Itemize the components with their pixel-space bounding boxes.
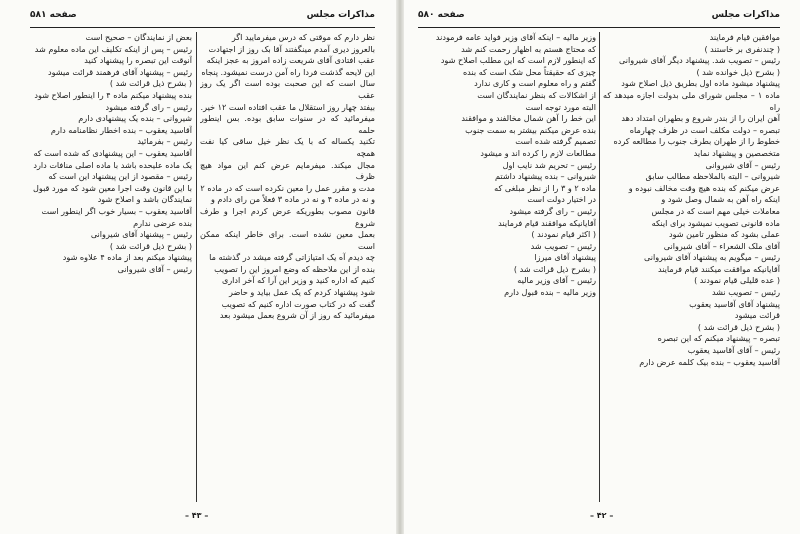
text-line: ماده ۱ – مجلس شورای ملی بدولت اجازه میدهد که راه: [603, 89, 780, 112]
text-line: آقاسید یعقوب – بنده اخطار نظامنامه دارم: [50, 124, 192, 135]
text-line: آقاسید یعقوب – بنده بیک کلمه عرض دارم: [639, 356, 780, 367]
text-line: اینکه راه آهن به شمال وصل شود و: [661, 194, 780, 205]
text-line: رئیس – پس از اینکه تکلیف این ماده معلوم شد: [34, 43, 192, 54]
text-line: رئیس – آقای شیروانی: [117, 263, 192, 274]
text-line: رئیس – تصویب نشد: [711, 287, 780, 298]
text-line: مطالعات لازم را کرده اند و میشود: [480, 147, 596, 158]
text-line: سال است که این صحبت بوده است اگر یک روز عقب: [200, 78, 375, 100]
text-line: با این قانون وقت اجرا معین شود که مورد قبول: [33, 182, 192, 193]
page-footer: – ۴۲ –: [590, 511, 614, 520]
text-line: ( بشرح ذیل قرائت شد ): [697, 321, 780, 332]
text-line: گفتم و راه معلوم است و کاری ندارد: [474, 78, 596, 89]
text-line: چیزی که حقیقتاً محل شک است که بنده: [462, 66, 596, 77]
text-line: آنوقت این تبصره را پیشنهاد کنید: [84, 55, 192, 66]
page-580: [400, 0, 800, 534]
text-line: بیفتد چهار روز استقلال ما عقب افتاده است ۱۲ خیر.: [200, 101, 375, 112]
text-line: ( چندنفری بر خاستند ): [704, 43, 780, 54]
text-line: ( بشرح ذیل قرائت شد ): [109, 240, 192, 251]
text-line: بالعروز دیری آمدم مینگفتند آقا بک روز از اجتهادت: [208, 43, 375, 54]
page-header: [418, 10, 780, 26]
text-line: ( اکثر قیام نمودند ): [531, 229, 596, 240]
text-line: آقاسید یعقوب – این پیشنهادی که شده است که: [33, 147, 192, 158]
text-line: مجال میکند. میفرمایم عرض کنم این مواد هیچ ظرف: [200, 159, 375, 182]
text-line: موافقین قیام فرمایند: [709, 32, 780, 42]
text-line: رئیس – تصویب شد. پیشنهاد دیگر آقای شیروانی: [619, 55, 780, 66]
text-line: آقای ملک الشعراء – آقای شیروانی: [663, 240, 780, 251]
text-line: شیروانی – بنده پیشنهاد داشتم: [495, 171, 596, 182]
text-line: که اینطور لازم است که این مطلب اصلاح شود: [440, 55, 596, 66]
text-line: پیشنهاد آقای آقاسید یعقوب: [689, 298, 780, 309]
text-line: رئیس – تصویب شد: [530, 240, 596, 251]
text-column-left: [418, 32, 596, 502]
text-line: معاملات خیلی مهم است که در مجلس: [651, 205, 780, 216]
text-line: عقب افتادی آقای شریعت زاده امروز به عجز اینکه: [206, 55, 375, 66]
text-line: رئیس – پیشنهاد آقای شیروانی: [90, 229, 192, 240]
text-line: از اشکالات که بنظر نمایندگان است: [477, 89, 596, 100]
text-line: شود پیشنهاد کردم که یک عمل بیاید و حاضر: [229, 287, 375, 298]
text-line: عرض میکنم که بنده هیچ وقت مخالف نبوده و: [628, 182, 780, 193]
text-line: گفت که در کتاب صورت اداره کنیم که تصویب: [221, 298, 375, 309]
text-line: رئیس – رای گرفته میشود: [509, 205, 596, 216]
page-footer: – ۴۳ –: [185, 511, 209, 520]
text-line: بعمل معین نشده است. برای خاطر اینکه ممکن است: [200, 229, 375, 251]
text-line: بنده پیشنهاد میکنم ماده ۴ را اینطور اصلاح شود: [34, 89, 192, 100]
text-line: پیشنهاد آقای میرزا: [534, 252, 596, 263]
text-line: این خط را آهن شمال مخالفند و موافقند: [461, 113, 596, 124]
text-line: مدت و مقرر عمل را معین نکرده است که در ماده ۲: [200, 182, 375, 193]
page-header: [30, 10, 375, 26]
text-line: ماده ۲ و ۳ را از نظر مبلغی که: [494, 182, 596, 193]
journal-title: مذاکرات مجلس: [306, 10, 375, 20]
text-line: یک ماده علیحده باشد با ماده اصلی منافات دارد: [33, 159, 192, 170]
text-line: در اختیار دولت است: [527, 194, 596, 205]
text-line: آقاسید یعقوب – بسیار خوب اگر اینطور است: [41, 205, 192, 216]
text-line: بنده از این ملاحظه که وضع امروز این را تصویب: [214, 263, 375, 274]
text-line: ( بشرح ذیل قرائت شد ): [109, 78, 192, 89]
text-line: عملی بشود که منظور تامین شود: [669, 229, 780, 240]
text-line: آقایانیکه موافقت میکنند قیام فرمایند: [657, 263, 780, 274]
text-line: ( بشرح ذیل خوانده شد ): [696, 66, 780, 77]
page-number: صفحه ۵۸۰: [418, 10, 465, 20]
text-line: رئیس – آقای شیروانی: [705, 159, 780, 170]
text-line: رئیس – بفرمائید: [137, 136, 192, 147]
text-line: نظر دارم که موقتی که درس میفرمایید اگر: [231, 32, 375, 42]
text-line: که محتاج هستم به اظهار رحمت کنم شد: [461, 43, 596, 54]
text-line: نمایندگان باشد و اصلاح شود: [97, 194, 192, 205]
text-line: شیروانی – بنده یک پیشنهادی دارم: [78, 113, 192, 124]
journal-title: مذاکرات مجلس: [711, 10, 780, 20]
text-line: آقایانیکه موافقند قیام فرمایند: [498, 217, 596, 228]
text-line: رئیس – تحریم شد نایب اول: [502, 159, 596, 170]
text-line: بنده عرض میکنم بیشتر به سمت جنوب: [465, 124, 596, 135]
text-column-right: [200, 32, 375, 502]
text-line: رئیس – میگویم به پیشنهاد آقای شیروانی: [644, 252, 780, 263]
text-line: متخصصین و پیشنهاد نماید: [693, 147, 780, 158]
text-line: وزیر مالیه – اینکه آقای وزیر فواید عامه فرمودند: [435, 32, 596, 42]
text-line: چه دیدم آه یک امتیازاتی گرفته میشد در گذشته ما: [209, 252, 375, 263]
text-line: رئیس – آقای وزیر مالیه: [517, 275, 596, 286]
text-line: تکنید یکساله که با یک نظر خیل ساقی کیا نفت همچه: [200, 136, 375, 158]
text-line: آهن ایران را از بندر شروع و بطهران امتداد دهد: [621, 113, 780, 124]
text-line: تبصره – پیشنهاد میکنم که این تبصره: [657, 333, 780, 344]
text-line: پیشنهاد میشود ماده اول بطریق ذیل اصلاح شود: [621, 78, 780, 89]
page-number: صفحه ۵۸۱: [30, 10, 77, 20]
text-line: تبصره – دولت مکلف است در ظرف چهارماه: [629, 124, 780, 135]
text-line: خطوط را از طهران بطرف جنوب را مطالعه کرده: [613, 136, 780, 147]
text-line: بعض از نمایندگان – صحیح است: [85, 32, 192, 42]
text-line: رئیس – رای گرفته میشود: [105, 101, 192, 112]
text-line: ( عده قلیلی قیام نمودند ): [694, 275, 780, 286]
text-line: و نه در ماده ۴ و نه در ماده ۳ فعلاً من رای دادم و: [210, 194, 375, 205]
text-line: البته مورد توجه است: [525, 101, 596, 112]
text-line: میفرمائید که روز از آن شروع بعمل میشود بعد: [219, 310, 375, 321]
text-line: تصمیم گرفته شده است: [515, 136, 596, 147]
column-divider: [196, 32, 197, 502]
text-line: وزیر مالیه – بنده قبول دارم: [504, 287, 596, 298]
text-line: ماده قانونی تصویب نمیشود برای اینکه: [651, 217, 780, 228]
text-line: ( بشرح ذیل قرائت شد ): [513, 263, 596, 274]
text-line: میفرمائید که در سنوات سابق بوده. بس اینطور حلمه: [200, 113, 375, 135]
text-line: کنیم که اداره کنید و وزیر این آرا که آخر اداری: [221, 275, 375, 286]
header-rule: [418, 27, 780, 28]
text-line: رئیس – مقصود از این پیشنهاد این است که: [48, 171, 192, 182]
text-line: پیشنهاد میکنم بعد از ماده ۴ علاوه شود: [62, 252, 192, 263]
text-column-left: [30, 32, 192, 502]
text-line: رئیس – آقای آقاسید یعقوب: [687, 345, 780, 356]
text-line: قانون مصوب بطوریکه عرض کردم اجرا و طرف شروع: [200, 205, 375, 228]
text-line: بنده عرضی ندارم: [133, 217, 192, 228]
header-rule: [30, 27, 375, 28]
text-column-right: [603, 32, 780, 502]
text-line: این لایحه گذشت فردا راه آمن درست نمیشود. پنجاه: [201, 66, 375, 77]
text-line: قرائت میشود: [734, 310, 780, 321]
text-line: شیروانی – البته بالملاحظه مطالب سابق: [645, 171, 780, 182]
column-divider: [599, 32, 600, 502]
text-line: رئیس – پیشنهاد آقای فرهمند قرائت میشود: [47, 66, 192, 77]
